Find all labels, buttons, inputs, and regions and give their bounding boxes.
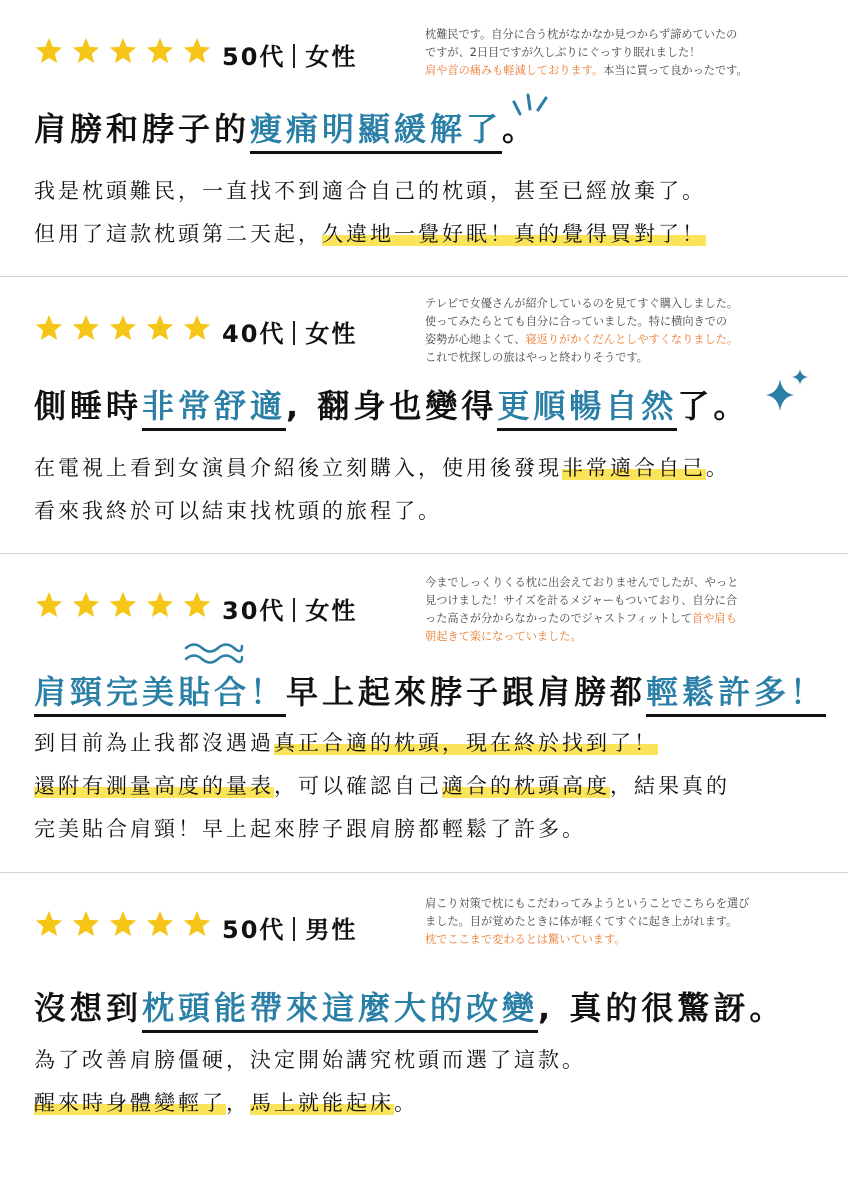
jp-text: ですが、2日目ですが久しぶりにぐっすり眠れました！	[425, 46, 701, 59]
headline-text: 側睡時	[34, 387, 143, 425]
star-icon	[71, 36, 101, 66]
reviewer-meta	[222, 37, 357, 72]
star-icon	[71, 909, 101, 939]
original-japanese-review	[425, 574, 815, 646]
jp-text: 枕難民です。自分に合う枕がなかなか見つからず諦めていたの	[425, 28, 738, 41]
headline-emphasis: 枕頭能帶來這麼大的改變	[142, 989, 538, 1033]
body-highlight: 適合的枕頭高度	[442, 774, 610, 798]
reviewer-age: 40代	[222, 320, 286, 348]
jp-text: 肩こり対策で枕にもこだわってみようということでこちらを選び	[425, 897, 750, 910]
star-rating	[34, 590, 219, 620]
star-icon	[145, 313, 175, 343]
jp-text: 見つけました！サイズを計るメジャーもついており、自分に合	[425, 594, 738, 607]
reviewer-gender: 女性	[305, 597, 358, 625]
jp-text-highlight: 肩や首の痛みも軽減しております。	[425, 64, 604, 77]
reviewer-gender: 男性	[305, 916, 358, 944]
body-text: 看來我終於可以結束找枕頭的旅程了。	[34, 499, 442, 523]
body-highlight: 馬上就能起床	[250, 1091, 394, 1115]
star-icon	[34, 909, 64, 939]
review-body	[34, 1039, 586, 1125]
meta-separator	[293, 44, 295, 68]
star-icon	[182, 590, 212, 620]
meta-separator	[293, 598, 295, 622]
reviewer-age: 50代	[222, 43, 286, 71]
star-rating	[34, 909, 219, 939]
jp-text: 本当に買って良かったです。	[603, 64, 748, 77]
meta-separator	[293, 917, 295, 941]
body-highlight: 非常適合自己	[562, 456, 706, 480]
reviewer-meta	[222, 591, 357, 626]
body-text: ，可以確認自己	[274, 774, 442, 798]
star-icon	[182, 909, 212, 939]
headline-text: 。	[502, 110, 539, 148]
original-japanese-review	[425, 295, 815, 367]
star-icon	[34, 36, 64, 66]
star-icon	[145, 909, 175, 939]
body-text: ，	[226, 1091, 250, 1115]
twinkle-star-icon	[762, 367, 812, 413]
jp-text: 使ってみたらとても自分に合っていました。特に横向きでの	[425, 315, 728, 328]
meta-separator	[293, 321, 295, 345]
body-text: 在電視上看到女演員介紹後立刻購入，使用後發現	[34, 456, 562, 480]
headline-emphasis: 輕鬆許多！	[646, 673, 826, 717]
reviewer-age: 50代	[222, 916, 286, 944]
jp-text-highlight: 枕でここまで変わるとは驚いています。	[425, 933, 626, 946]
jp-text-highlight: 朝起きて楽になっていました。	[425, 630, 582, 643]
star-icon	[34, 313, 64, 343]
headline-emphasis: 更順暢自然	[497, 387, 677, 431]
original-japanese-review	[425, 895, 815, 949]
star-icon	[108, 909, 138, 939]
body-text: ，結果真的	[610, 774, 730, 798]
body-text: 完美貼合肩頸！早上起來脖子跟肩膀都輕鬆了許多。	[34, 817, 586, 841]
reviewer-gender: 女性	[305, 43, 358, 71]
star-icon	[108, 36, 138, 66]
review-body	[34, 722, 730, 851]
review-3	[0, 554, 848, 872]
jp-text: った高さが分からなかったのでジャストフィットして	[425, 612, 693, 625]
jp-text: 姿勢が心地よくて、	[425, 333, 526, 346]
headline-text: 早上起來脖子跟肩膀都	[286, 673, 647, 711]
star-rating	[34, 313, 219, 343]
star-icon	[182, 313, 212, 343]
reviewer-meta	[222, 314, 357, 349]
star-icon	[71, 590, 101, 620]
star-icon	[34, 590, 64, 620]
headline-text: 了。	[677, 387, 750, 425]
body-text: 但用了這款枕頭第二天起，	[34, 222, 322, 246]
body-highlight: 久違地一覺好眠！真的覺得買對了！	[322, 222, 706, 246]
headline-text: , 真的很驚訝。	[538, 989, 786, 1027]
star-icon	[145, 36, 175, 66]
body-text: 。	[706, 456, 730, 480]
reviewer-gender: 女性	[305, 320, 358, 348]
star-rating	[34, 36, 219, 66]
headline-text: , 翻身也變得	[286, 387, 498, 425]
jp-text: テレビで女優さんが紹介しているのを見てすぐ購入しました。	[425, 297, 739, 310]
jp-text: 今までしっくりくる枕に出会えておりませんでしたが、やっと	[425, 576, 739, 589]
body-highlight: 還附有測量高度的量表	[34, 774, 274, 798]
body-highlight: 醒來時身體變輕了	[34, 1091, 226, 1115]
jp-text: ました。目が覚めたときに体が軽くてすぐに起き上がれます。	[425, 915, 738, 928]
body-text: 我是枕頭難民，一直找不到適合自己的枕頭，甚至已經放棄了。	[34, 179, 706, 203]
headline-emphasis: 肩頸完美貼合！	[34, 673, 286, 717]
headline-text: 沒想到	[34, 989, 143, 1027]
wave-lines-icon	[182, 638, 244, 668]
star-icon	[108, 590, 138, 620]
headline-text: 肩膀和脖子的	[34, 110, 251, 148]
body-text: 為了改善肩膀僵硬，決定開始講究枕頭而選了這款。	[34, 1048, 586, 1072]
jp-text-highlight: 寝返りがかくだんとしやすくなりました。	[525, 333, 739, 346]
review-headline	[34, 381, 749, 427]
star-icon	[108, 313, 138, 343]
review-2	[0, 277, 848, 553]
headline-emphasis: 瘦痛明顯緩解了	[250, 110, 502, 154]
review-headline	[34, 983, 785, 1029]
headline-emphasis: 非常舒適	[142, 387, 286, 431]
reviewer-meta	[222, 910, 357, 945]
original-japanese-review	[425, 26, 815, 80]
review-1	[0, 0, 848, 276]
star-icon	[145, 590, 175, 620]
body-text: 到目前為止我都沒遇過	[34, 731, 274, 755]
review-body	[34, 447, 730, 533]
review-headline	[34, 667, 826, 713]
review-headline	[34, 104, 538, 150]
review-body	[34, 170, 706, 256]
jp-text: これで枕探しの旅はやっと終わりそうです。	[425, 351, 648, 364]
star-icon	[182, 36, 212, 66]
star-icon	[71, 313, 101, 343]
reviewer-age: 30代	[222, 597, 286, 625]
review-4	[0, 873, 848, 1199]
jp-text-highlight: 首や肩も	[692, 612, 737, 625]
body-text: 。	[394, 1091, 418, 1115]
body-highlight: 真正合適的枕頭，現在終於找到了！	[274, 731, 658, 755]
